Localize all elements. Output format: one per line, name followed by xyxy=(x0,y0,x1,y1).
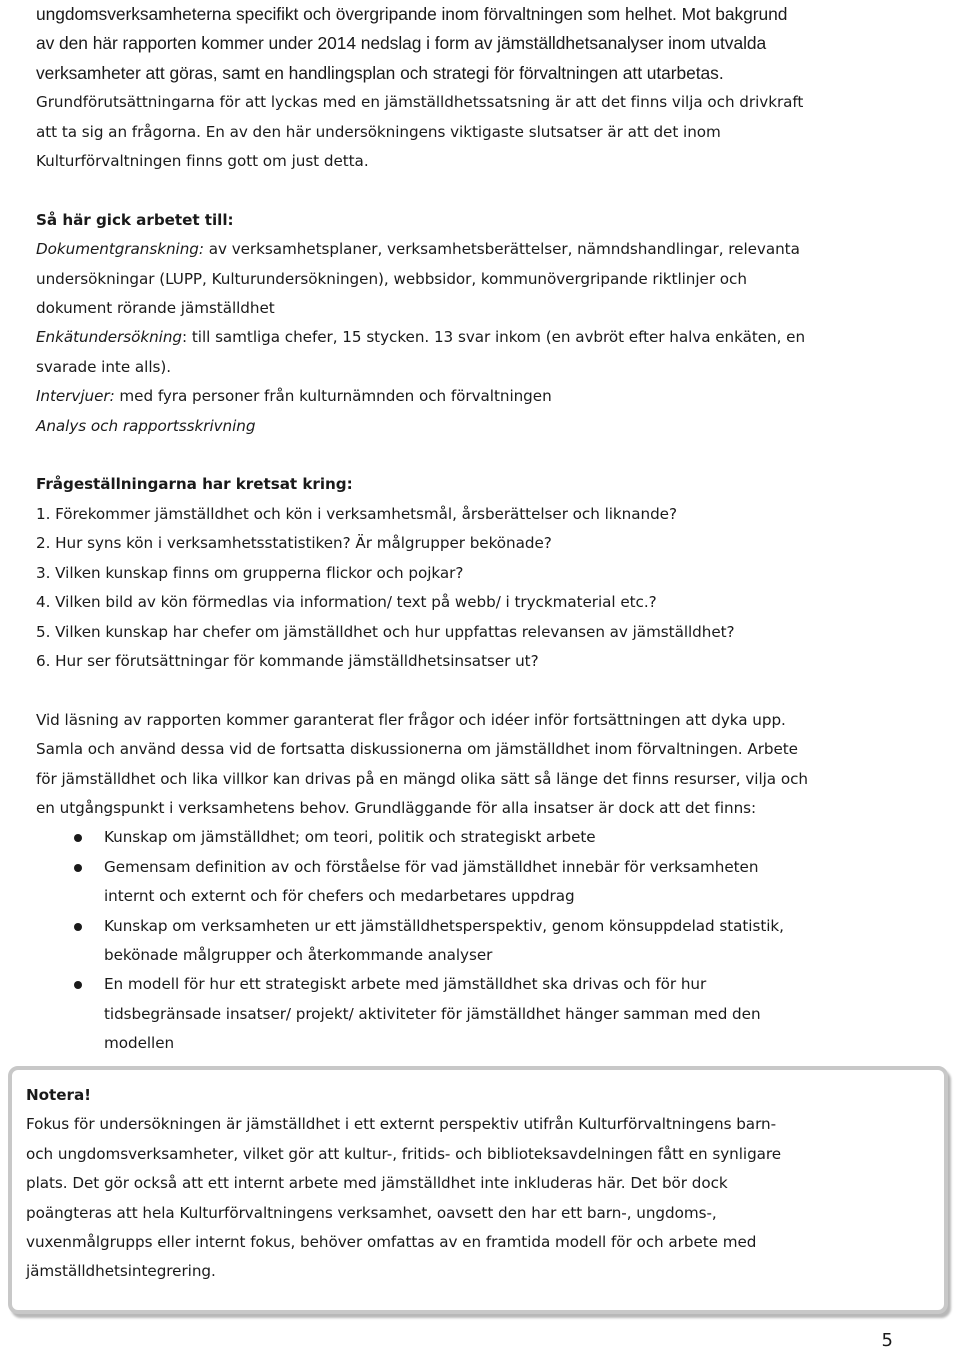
body-text-line: dokument rörande jämställdhet xyxy=(36,299,275,318)
note-line: och ungdomsverksamheter, vilket gör att kultur-, fritids- och biblioteksavdelningen fått en synligare xyxy=(26,1144,782,1163)
document-page xyxy=(36,0,936,1059)
list-item-text: Gemensam definition av och förståelse för vad jämställdhet innebär för verksamheten xyxy=(104,857,759,876)
requirements-list xyxy=(36,823,936,1058)
bullet-icon xyxy=(74,834,82,842)
method-document-review xyxy=(36,235,936,264)
questions-heading: Frågeställningarna har kretsat kring: xyxy=(36,475,353,494)
body-text-line: ungdomsverksamheterna specifikt och övergripande inom förvaltningen som helhet. Mot bakgrund xyxy=(36,4,788,24)
body-text-line: en utgångspunkt i verksamhetens behov. Grundläggande för alla insatser är dock att det finns: xyxy=(36,798,757,817)
body-text-line: att ta sig an frågorna. En av den här undersökningens viktigaste slutsatser är att det inom xyxy=(36,122,721,141)
survey-label: Enkätundersökning xyxy=(36,328,183,347)
note-line: jämställdhetsintegrering. xyxy=(26,1262,216,1281)
note-content xyxy=(26,1081,781,1287)
body-text-line: Vid läsning av rapporten kommer garanterat fler frågor och idéer inför fortsättningen att dyka upp. xyxy=(36,710,786,729)
body-text-line: Grundförutsättningarna för att lyckas med en jämställdhetssatsning är att det finns vilja och drivkraft xyxy=(36,93,804,112)
body-text-line: Kulturförvaltningen finns gott om just detta. xyxy=(36,152,369,171)
interviews-text: med fyra personer från kulturnämnden och förvaltningen xyxy=(114,387,552,406)
note-line: poängteras att hela Kulturförvaltningens verksamhet, oavsett den har ett barn-, ungdoms-, xyxy=(26,1203,717,1222)
method-survey xyxy=(36,323,936,352)
document-review-label: Dokumentgranskning: xyxy=(36,240,204,259)
body-text-line: för jämställdhet och lika villkor kan drivas på en mängd olika sätt så länge det finns resurser, vilja och xyxy=(36,769,808,788)
interviews-label: Intervjuer: xyxy=(36,387,115,406)
bullet-icon xyxy=(74,923,82,931)
document-review-text: av verksamhetsplaner, verksamhetsberättelser, nämndshandlingar, relevanta xyxy=(203,240,800,259)
list-item-text: Kunskap om verksamheten ur ett jämställdhetsperspektiv, genom könsuppdelad statistik, xyxy=(104,916,784,935)
list-item-text: internt och externt och för chefers och medarbetares uppdrag xyxy=(104,887,575,906)
list-item-text: modellen xyxy=(104,1034,175,1053)
note-line: vuxenmålgrupps eller internt fokus, behöver omfattas av en framtida modell för och arbete med xyxy=(26,1233,757,1252)
list-item-text: En modell för hur ett strategiskt arbete med jämställdhet ska drivas och för hur xyxy=(104,975,707,994)
page-number: 5 xyxy=(881,1330,893,1351)
list-item xyxy=(36,970,936,1058)
body-text-line: av den här rapporten kommer under 2014 nedslag i form av jämställdhetsanalyser inom utvalda xyxy=(36,33,767,54)
question-item: 3. Vilken kunskap finns om grupperna flickor och pojkar? xyxy=(36,563,464,582)
method-interviews xyxy=(36,382,936,411)
note-line: plats. Det gör också att ett internt arbete med jämställdhet inte inkluderas här. Det bör dock xyxy=(26,1174,728,1193)
list-item-text: tidsbegränsade insatser/ projekt/ aktiviteter för jämställdhet hänger samman med den xyxy=(104,1004,761,1023)
question-item: 5. Vilken kunskap har chefer om jämställdhet och hur uppfattas relevansen av jämställdhet? xyxy=(36,622,735,641)
body-text-line: verksamheter att göras, samt en handlingsplan och strategi för förvaltningen att utarbetas. xyxy=(36,62,724,83)
method-heading: Så här gick arbetet till: xyxy=(36,210,234,229)
list-item-text: bekönade målgrupper och återkommande analyser xyxy=(104,945,493,964)
bullet-icon xyxy=(74,981,82,989)
note-title: Notera! xyxy=(26,1086,92,1104)
list-item-text: Kunskap om jämställdhet; om teori, politik och strategiskt arbete xyxy=(104,828,596,847)
question-item: 4. Vilken bild av kön förmedlas via information/ text på webb/ i tryckmaterial etc.? xyxy=(36,593,657,612)
survey-text: : till samtliga chefer, 15 stycken. 13 svar inkom (en avbröt efter halva enkäten, en xyxy=(182,328,806,347)
list-item xyxy=(36,823,936,852)
question-item: 6. Hur ser förutsättningar för kommande jämställdhetsinsatser ut? xyxy=(36,651,539,670)
note-line: Fokus för undersökningen är jämställdhet i ett externt perspektiv utifrån Kulturförvaltningens barn- xyxy=(26,1115,776,1134)
body-text-line: svarade inte alls). xyxy=(36,357,172,376)
question-item: 2. Hur syns kön i verksamhetsstatistiken? Är målgrupper bekönade? xyxy=(36,534,552,553)
body-text-line: undersökningar (LUPP, Kulturundersökningen), webbsidor, kommunövergripande riktlinjer och xyxy=(36,269,747,288)
method-analysis: Analys och rapportsskrivning xyxy=(36,416,256,435)
body-text-line: Samla och använd dessa vid de fortsatta diskussionerna om jämställdhet inom förvaltningen. Arbete xyxy=(36,740,798,759)
list-item xyxy=(36,853,936,912)
note-box xyxy=(8,1066,948,1314)
list-item xyxy=(36,912,936,971)
bullet-icon xyxy=(74,864,82,872)
question-item: 1. Förekommer jämställdhet och kön i verksamhetsmål, årsberättelser och liknande? xyxy=(36,504,677,523)
